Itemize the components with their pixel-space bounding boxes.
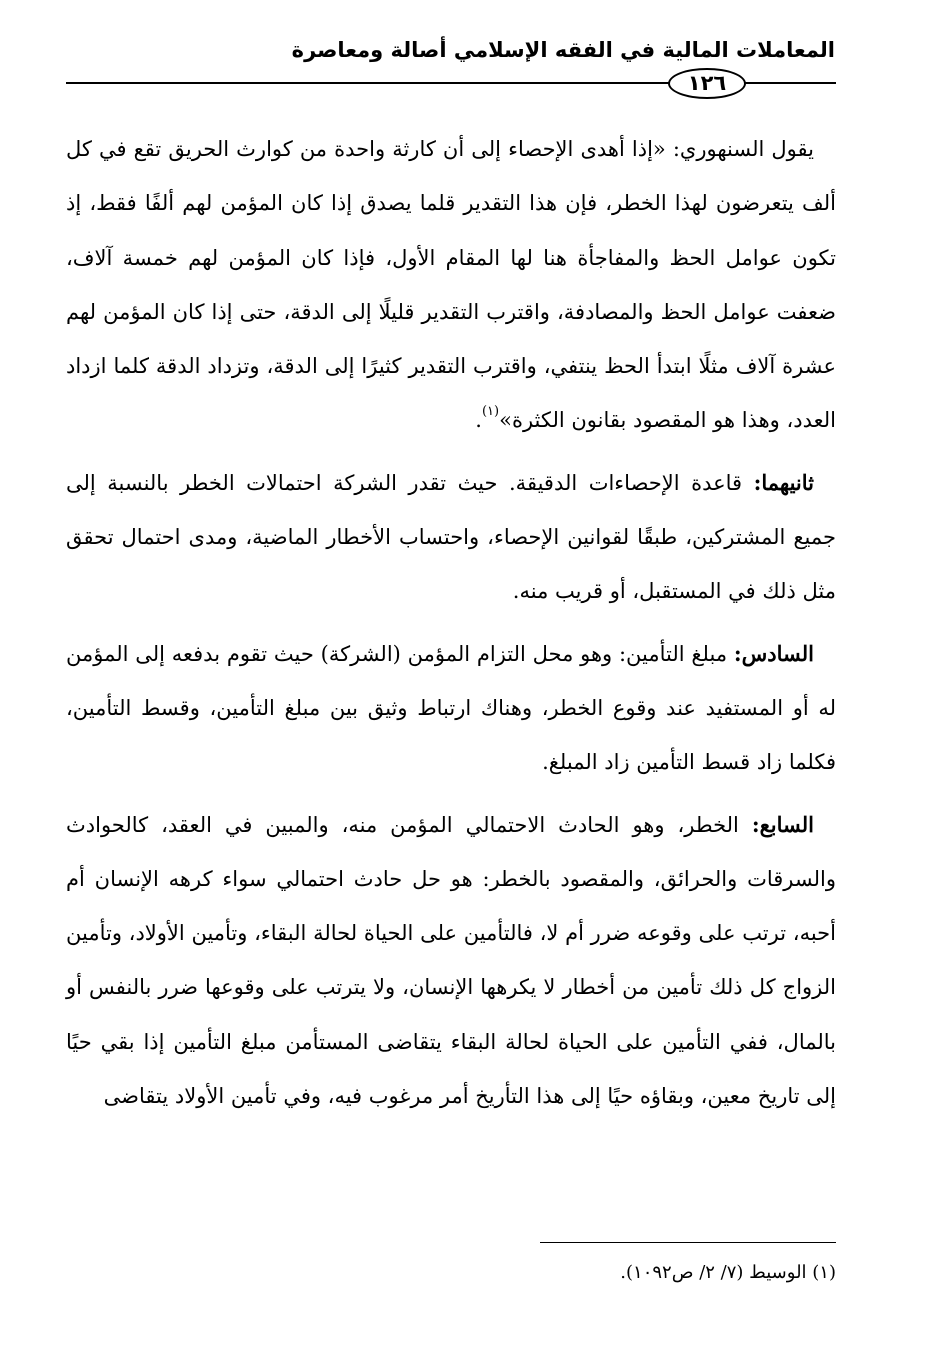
- paragraph-lead: ثانيهما:: [753, 469, 814, 495]
- paragraph-tail: .: [475, 408, 482, 433]
- book-title: المعاملات المالية في الفقه الإسلامي أصالة ومعاصرة: [291, 38, 835, 62]
- footnote: (١) الوسيط (٧/ ٢/ ص١٠٩٢).: [620, 1262, 836, 1283]
- paragraph-second-basis: [66, 456, 836, 619]
- paragraph-sixth-element: [66, 627, 836, 790]
- footnote-reference: (١): [481, 404, 500, 420]
- footnote-separator: [540, 1242, 836, 1243]
- paragraph-text: مبلغ التأمين: وهو محل التزام المؤمن (الشركة) حيث تقوم بدفعه إلى المؤمن له أو المستفيد عند وقوع الخطر، وهناك ارتباط وثيق بين مبلغ التأمين، وقسط التأمين، فكلما زاد قسط التأمين زاد المبلغ.: [66, 641, 836, 775]
- paragraph-sanhouri-quote: [66, 122, 836, 448]
- paragraph-text: يقول السنهوري: «إذا أهدى الإحصاء إلى أن كارثة واحدة من كوارث الحريق تقع في كل ألف يتعرضون لهذا الخطر، فإن هذا التقدير قلما يصدق إذا كان المؤمن لهم ألفًا فقط، إذ تكون عوامل الحظ والمفاجأة هنا لها المقام الأول، فإذا كان المؤمن لهم خمسة آلاف، ضعفت عوامل الحظ والمصادفة، واقترب التقدير قليلًا إلى الدقة، حتى إذا كان المؤمن لهم عشرة آلاف مثلًا ابتدأ الحظ ينتفي، واقترب التقدير كثيرًا إلى الدقة، وتزداد الدقة كلما ازداد العدد، وهذا هو المقصود بقانون الكثرة»: [66, 137, 836, 433]
- body-text: [66, 122, 836, 1123]
- page-number: ١٢٦: [668, 68, 746, 99]
- paragraph-text: الخطر، وهو الحادث الاحتمالي المؤمن منه، والمبين في العقد، كالحوادث والسرقات والحرائق، والمقصود بالخطر: هو حل حادث احتمالي سواء كرهه الإنسان أم أحبه، ترتب على وقوعه ضرر أم لا، فالتأمين على الحياة لحالة البقاء، وتأمين الأولاد، وتأمين الزواج كل ذلك تأمين من أخطار لا يكرهها الإنسان، ولا يترتب على وقوعها ضرر بالنفس أو بالمال، ففي التأمين على الحياة لحالة البقاء يتقاضى المستأمن مبلغ التأمين إذا بقي حيًا إلى تاريخ معين، وبقاؤه حيًا إلى هذا التأريخ أمر مرغوب فيه، وفي تأمين الأولاد يتقاضى: [66, 812, 836, 1109]
- paragraph-seventh-element: [66, 798, 836, 1124]
- paragraph-lead: السادس:: [733, 640, 814, 666]
- paragraph-lead: السابع:: [751, 811, 814, 837]
- paragraph-text: قاعدة الإحصاءات الدقيقة. حيث تقدر الشركة احتمالات الخطر بالنسبة إلى جميع المشتركين، طبقًا لقوانين الإحصاء، واحتساب الأخطار الماضية، ومدى احتمال تحقق مثل ذلك في المستقبل، أو قريب منه.: [66, 470, 836, 604]
